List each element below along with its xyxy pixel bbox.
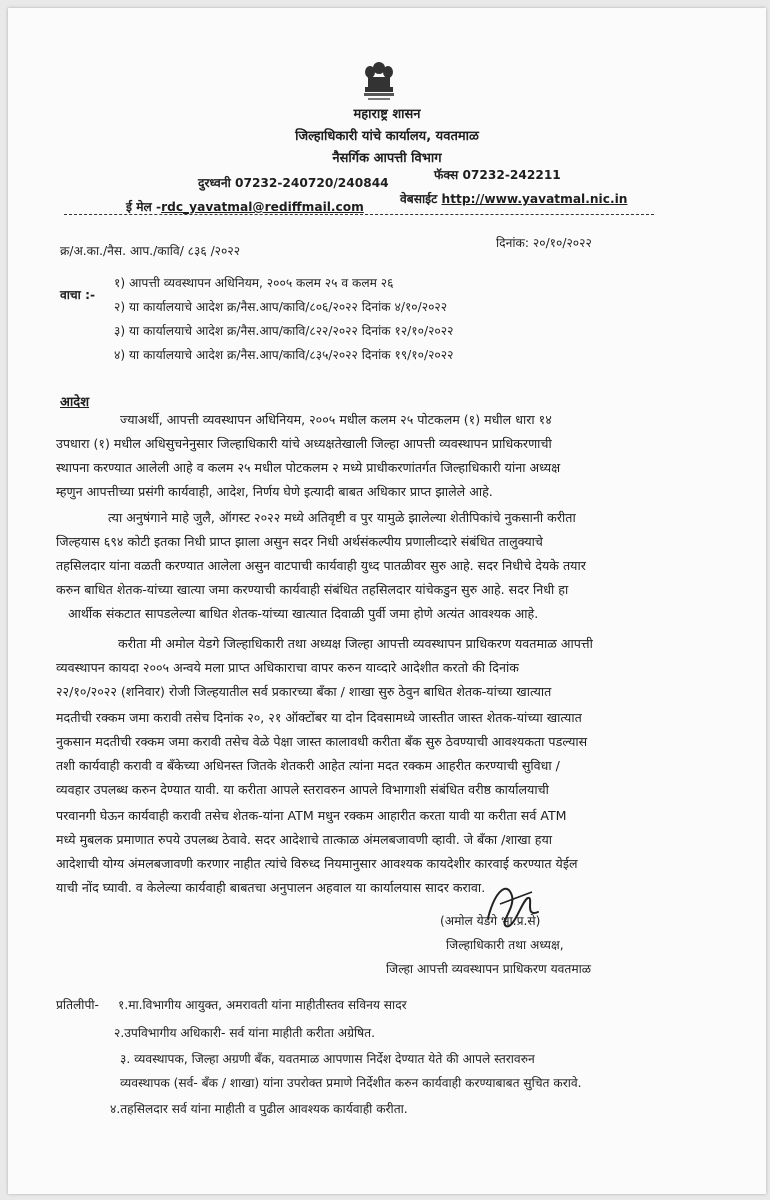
order-line: तशी कार्यवाही करावी व बॅंकेच्या अधिनस्त जितके शेतकरी आहेत त्यांना मदत रक्कम आहरीत करण्याची सुविधा / bbox=[56, 758, 560, 773]
website-link[interactable]: http://www.yavatmal.nic.in bbox=[441, 192, 628, 206]
document-page bbox=[8, 8, 766, 1194]
order-line: स्थापना करण्यात आलेली आहे व कलम २५ मधील पोटकलम २ मध्ये प्राधीकरणांतर्गत जिल्हाधिकारी यांना अध्यक्ष bbox=[56, 460, 561, 475]
vacha-item: २) या कार्यालयाचे आदेश क्र/नैस.आप/कावि/८०६/२०२२ दिनांक ४/१०/२०२२ bbox=[114, 300, 448, 314]
order-line: जिल्हयास ६९४ कोटी इतका निधी प्राप्त झाला असुन सदर निधी अर्थसंकल्पीय प्रणालीव्दारे संबंधित तालुक्याचे bbox=[56, 534, 543, 549]
website-label: वेबसाईट bbox=[400, 192, 438, 206]
order-line: व्यवहार उपलब्ध करुन देण्यात यावी. या करीता आपले स्तरावरुन आपले विभागाशी संबंधित वरीष्ठ कार्यालयाची bbox=[56, 782, 549, 797]
copy-recipient: व्यवस्थापक (सर्व- बॅंक / शाखा) यांना उपरोक्त प्रमाणे निर्देशीत करुन कार्यवाही करण्याबाबत सुचित करावे. bbox=[120, 1076, 582, 1090]
vacha-item: ४) या कार्यालयाचे आदेश क्र/नैस.आप/कावि/८३५/२०२२ दिनांक १९/१०/२०२२ bbox=[114, 348, 454, 362]
signatory-name: (अमोल येडगे भा.प्र.से) bbox=[440, 914, 541, 928]
government-name: महाराष्ट्र शासन bbox=[353, 107, 421, 122]
order-line: आर्थीक संकटात सापडलेल्या बाधित शेतक-यांच्या खात्यात दिवाळी पुर्वी जमा होणे अत्यंत आवश्यक आहे. bbox=[68, 606, 539, 621]
vacha-label: वाचा :- bbox=[60, 288, 96, 302]
order-line: व्यवस्थापन कायदा २००५ अन्वये मला प्राप्त अधिकाराचा वापर करुन याव्दारे आदेशीत करतो की दिनांक bbox=[56, 660, 519, 675]
signatory-designation: जिल्हाधिकारी तथा अध्यक्ष, bbox=[446, 938, 564, 952]
vacha-item: १) आपत्ती व्यवस्थापन अधिनियम, २००५ कलम २५ व कलम २६ bbox=[114, 276, 394, 290]
order-line: ज्याअर्थी, आपत्ती व्यवस्थापन अधिनियम, २००५ मधील कलम २५ पोटकलम (१) मधील धारा १४ bbox=[120, 412, 552, 427]
document-date: दिनांक: २०/१०/२०२२ bbox=[496, 236, 592, 250]
order-line: याची नोंद घ्यावी. व केलेल्या कार्यवाही बाबतचा अनुपालन अहवाल या कार्यालयास सादर करावा. bbox=[56, 880, 486, 895]
reference-number: क्र/अ.का./नैस. आप./कावि/ ८३६ /२०२२ bbox=[60, 244, 241, 258]
copy-recipient: २.उपविभागीय अधिकारी- सर्व यांना माहीती करीता अग्रेषित. bbox=[114, 1026, 375, 1040]
order-line: २२/१०/२०२२ (शनिवार) रोजी जिल्हयातील सर्व प्रकारच्या बॅंका / शाखा सुरु ठेवुन बाधित शेतक-यांच्या खात्यात bbox=[56, 684, 552, 699]
order-line: म्हणुन आपत्तीच्या प्रसंगी कार्यवाही, आदेश, निर्णय घेणे इत्यादी बाबत अधिकार प्राप्त झालेले आहे. bbox=[56, 484, 493, 499]
order-line: आदेशाची योग्य अंमलबजावणी करणार नाहीत त्यांचे विरुध्द नियमानुसार आवश्यक कायदेशीर कारवाई करण्यात येईल bbox=[56, 856, 578, 871]
copy-recipient: ४.तहसिलदार सर्व यांना माहीती व पुढील आवश्यक कार्यवाही करीता. bbox=[110, 1102, 408, 1116]
website-line bbox=[400, 190, 627, 207]
order-line: उपधारा (१) मधील अधिसुचनेनुसार जिल्हाधिकारी यांचे अध्यक्षतेखाली जिल्हा आपत्ती व्यवस्थापन प्राधिकरणाची bbox=[56, 436, 552, 451]
fax-number: फॅक्स 07232-242211 bbox=[434, 168, 561, 182]
email-label: ई मेल - bbox=[126, 200, 162, 214]
copies-label: प्रतिलीपी- bbox=[56, 998, 99, 1012]
copy-recipient: ३. व्यवस्थापक, जिल्हा अग्रणी बॅंक, यवतमाळ आपणास निर्देश देण्यात येते की आपले स्तरावरुन bbox=[120, 1052, 535, 1066]
order-line: परवानगी घेऊन कार्यवाही करावी तसेच शेतक-यांना ATM मधुन रक्कम आहारीत करता यावी या करीता सर्व ATM bbox=[56, 808, 567, 823]
email-link[interactable]: rdc_yavatmal@rediffmail.com bbox=[161, 200, 364, 214]
order-line: करीता मी अमोल येडगे जिल्हाधिकारी तथा अध्यक्ष जिल्हा आपत्ती व्यवस्थापन प्राधिकरण यवतमाळ आपत्ती bbox=[118, 636, 593, 651]
copy-recipient: १.मा.विभागीय आयुक्त, अमरावती यांना माहीतीस्तव सविनय सादर bbox=[118, 998, 407, 1012]
order-line: नुकसान मदतीची रक्कम जमा करावी तसेच वेळे पेक्षा जास्त कालावधी करीता बॅंक सुरु ठेवण्याची आवश्यकता पडल्यास bbox=[56, 734, 588, 749]
order-line: मदतीची रक्कम जमा करावी तसेच दिनांक २०, २१ ऑक्टोंबर या दोन दिवसामध्ये जास्तीत जास्त शेतक-यांच्या खात्यात bbox=[56, 710, 582, 725]
office-name: जिल्हाधिकारी यांचे कार्यालय, यवतमाळ bbox=[295, 129, 479, 144]
header-divider bbox=[64, 214, 654, 215]
department-name: नैसर्गिक आपत्ती विभाग bbox=[332, 151, 442, 166]
order-line: त्या अनुषंगाने माहे जुलै, ऑगस्ट २०२२ मध्ये अतिवृष्टी व पुर यामुळे झालेल्या शेतीपिकांचे नुकसानी करीता bbox=[108, 510, 576, 525]
phone-number: दुरध्वनी 07232-240720/240844 bbox=[198, 176, 389, 190]
signatory-authority: जिल्हा आपत्ती व्यवस्थापन प्राधिकरण यवतमाळ bbox=[386, 962, 592, 976]
state-emblem-icon bbox=[362, 60, 396, 106]
order-line: तहसिलदार यांना वळती करण्यात आलेला असुन वाटपाची कार्यवाही युध्द पातळीवर सुरु आहे. सदर निधीचे देयके तयार bbox=[56, 558, 586, 573]
vacha-item: ३) या कार्यालयाचे आदेश क्र/नैस.आप/कावि/८२२/२०२२ दिनांक १२/१०/२०२२ bbox=[114, 324, 454, 338]
email-line bbox=[126, 198, 364, 215]
order-line: मध्ये मुबलक प्रमाणात रुपये उपलब्ध ठेवावे. सदर आदेशाचे तात्काळ अंमलबजावणी व्हावी. जे बॅंका /शाखा हया bbox=[56, 832, 553, 847]
order-heading: आदेश bbox=[60, 395, 90, 410]
order-line: करुन बाधित शेतक-यांच्या खात्या जमा करण्याची कार्यवाही संबंधित तहसिलदार यांचेकडुन सुरु आहे. सदर निधी हा bbox=[56, 582, 569, 597]
